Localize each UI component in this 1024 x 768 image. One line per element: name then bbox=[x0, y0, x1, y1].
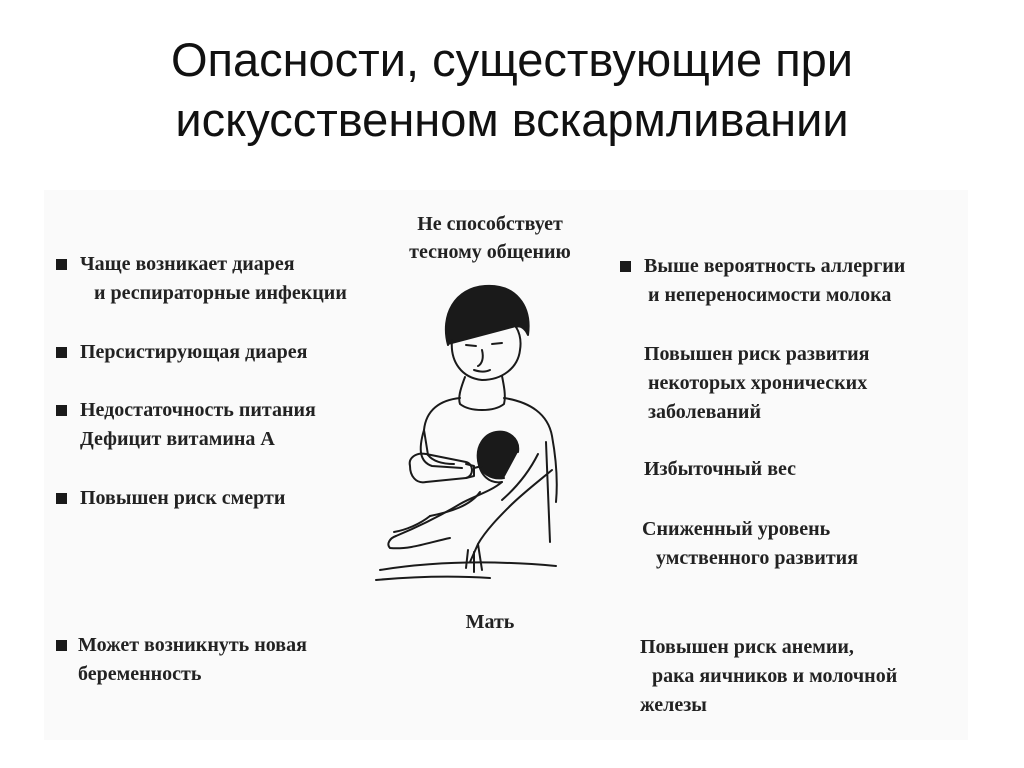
title-line-2: искусственном вскармливании bbox=[175, 93, 849, 146]
mother-bottle-feeding-illustration bbox=[370, 280, 590, 600]
bullet-icon bbox=[56, 259, 67, 270]
right-item-3 bbox=[644, 455, 796, 484]
center-caption-top-line-1: Не способствует bbox=[417, 213, 563, 235]
right-item-1-line-1: Выше вероятность аллергии bbox=[644, 255, 906, 277]
right-item-5-line-3: железы bbox=[640, 694, 707, 716]
right-item-4-line-1: Сниженный уровень bbox=[642, 518, 831, 540]
left-item-3 bbox=[80, 396, 316, 454]
left-item-1 bbox=[80, 250, 347, 308]
left-item-1-line-2: и респираторные инфекции bbox=[94, 282, 347, 304]
right-item-2-line-2: некоторых хронических bbox=[648, 372, 868, 394]
right-item-2 bbox=[644, 340, 869, 427]
left-item-5-line-1: Может возникнуть новая bbox=[78, 634, 307, 656]
left-item-2-line-1: Персистирующая диарея bbox=[80, 341, 308, 363]
left-item-4 bbox=[80, 484, 285, 513]
bullet-icon bbox=[620, 261, 631, 272]
right-item-5-line-2: рака яичников и молочной bbox=[652, 665, 898, 687]
mother-caption: Мать bbox=[465, 611, 515, 633]
bullet-icon bbox=[56, 493, 67, 504]
left-item-1-line-1: Чаще возникает диарея bbox=[80, 253, 295, 275]
right-item-5-line-1: Повышен риск анемии, bbox=[640, 636, 854, 658]
right-item-1-line-2: и непереносимости молока bbox=[648, 284, 892, 306]
right-item-4 bbox=[642, 515, 858, 573]
bullet-icon bbox=[56, 640, 67, 651]
bullet-icon bbox=[56, 405, 67, 416]
left-item-5-line-2: беременность bbox=[78, 663, 202, 685]
left-item-2 bbox=[80, 338, 308, 367]
right-item-4-line-2: умственного развития bbox=[656, 547, 859, 569]
right-item-5 bbox=[640, 633, 897, 720]
left-item-3-line-2: Дефицит витамина А bbox=[80, 428, 275, 450]
page-title bbox=[0, 30, 1024, 150]
bullet-icon bbox=[56, 347, 67, 358]
right-item-2-line-1: Повышен риск развития bbox=[644, 343, 870, 365]
title-line-1: Опасности, существующие при bbox=[170, 33, 854, 86]
left-item-3-line-1: Недостаточность питания bbox=[80, 399, 316, 421]
right-item-2-line-3: заболеваний bbox=[648, 401, 761, 423]
left-item-4-line-1: Повышен риск смерти bbox=[80, 487, 286, 509]
center-caption-top-line-2: тесному общению bbox=[409, 241, 571, 263]
right-item-1 bbox=[644, 252, 905, 310]
left-item-5 bbox=[78, 631, 307, 689]
right-item-3-line-1: Избыточный вес bbox=[644, 458, 796, 480]
center-caption-top bbox=[380, 210, 600, 266]
